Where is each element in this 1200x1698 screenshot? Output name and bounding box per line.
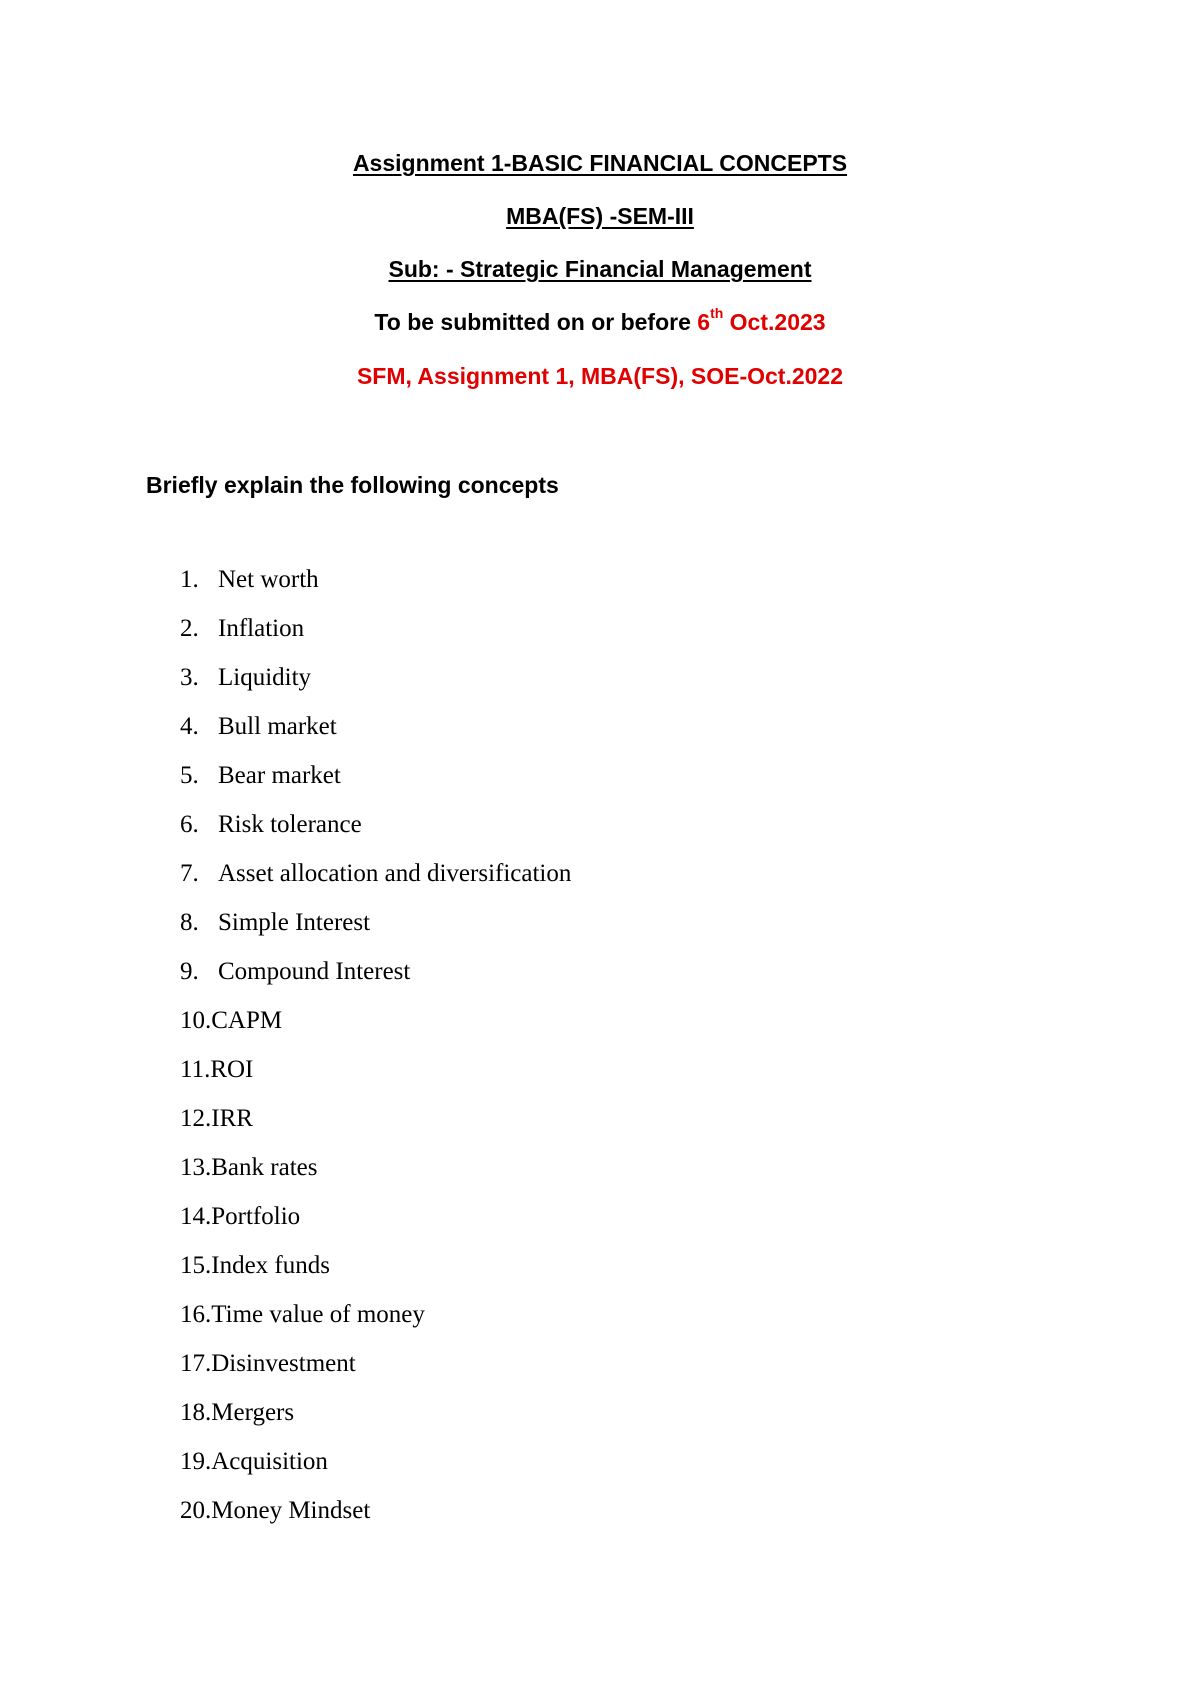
list-item (180, 859, 571, 908)
list-item-number: 20. (180, 1497, 212, 1524)
list-item (180, 712, 571, 761)
list-item-label: Mergers (211, 1399, 295, 1426)
list-item-number: 12. (180, 1105, 212, 1132)
list-item-label: Acquisition (211, 1448, 328, 1475)
list-item-label: Compound Interest (218, 958, 411, 985)
list-item (180, 1398, 571, 1447)
list-item-number: 11. (180, 1056, 211, 1083)
list-item-label: Bank rates (211, 1154, 318, 1181)
list-item-label: Risk tolerance (218, 811, 362, 838)
list-item (180, 1153, 571, 1202)
list-item-number: 7. (180, 860, 199, 887)
program-line: MBA(FS) -SEM-III (506, 203, 694, 229)
list-item-number: 16. (180, 1301, 212, 1328)
list-item-number: 2. (180, 615, 199, 642)
list-item-label: Bear market (218, 762, 341, 789)
list-item-label: Disinvestment (211, 1350, 356, 1377)
due-date-suffix: th (710, 305, 724, 322)
list-item (180, 1496, 571, 1545)
list-item-number: 9. (180, 958, 199, 985)
list-item (180, 663, 571, 712)
list-item (180, 1104, 571, 1153)
due-date-line (0, 307, 1200, 337)
list-item (180, 1447, 571, 1496)
list-item-number: 17. (180, 1350, 212, 1377)
list-item-label: Bull market (218, 713, 337, 740)
concept-list (180, 565, 571, 1545)
list-item-label: Asset allocation and diversification (218, 860, 572, 887)
list-item-number: 5. (180, 762, 199, 789)
list-item (180, 614, 571, 663)
list-item-label: Inflation (218, 615, 305, 642)
list-item-number: 10. (180, 1007, 212, 1034)
list-item-label: ROI (210, 1056, 254, 1083)
list-item (180, 1055, 571, 1104)
list-item-number: 14. (180, 1203, 212, 1230)
list-item-label: Time value of money (211, 1301, 425, 1328)
list-item-label: Money Mindset (211, 1497, 371, 1524)
list-item-number: 4. (180, 713, 199, 740)
list-item-number: 1. (180, 566, 199, 593)
list-item-number: 6. (180, 811, 199, 838)
list-item-label: Portfolio (211, 1203, 301, 1230)
list-item-label: CAPM (211, 1007, 283, 1034)
subject-line: Sub: - Strategic Financial Management (388, 256, 812, 282)
list-item-number: 3. (180, 664, 199, 691)
list-item-label: Simple Interest (218, 909, 371, 936)
list-item (180, 908, 571, 957)
due-date-prefix: To be submitted on or before (374, 309, 698, 335)
list-item-label: Net worth (218, 566, 319, 593)
due-date-day: 6 (697, 309, 711, 335)
list-item (180, 810, 571, 859)
list-item-number: 15. (180, 1252, 212, 1279)
list-item-label: Liquidity (218, 664, 312, 691)
list-item-number: 8. (180, 909, 199, 936)
list-item (180, 1300, 571, 1349)
instruction-text: Briefly explain the following concepts (146, 472, 559, 498)
list-item-label: IRR (211, 1105, 253, 1132)
list-item (180, 1349, 571, 1398)
list-item (180, 1251, 571, 1300)
assignment-title: Assignment 1-BASIC FINANCIAL CONCEPTS (352, 150, 848, 176)
list-item (180, 565, 571, 614)
reference-line: SFM, Assignment 1, MBA(FS), SOE-Oct.2022 (356, 363, 844, 389)
list-item-number: 18. (180, 1399, 212, 1426)
list-item (180, 1202, 571, 1251)
list-item (180, 957, 571, 1006)
list-item-label: Index funds (211, 1252, 330, 1279)
list-item (180, 1006, 571, 1055)
due-date-month-year: Oct.2023 (723, 309, 826, 335)
list-item-number: 19. (180, 1448, 212, 1475)
list-item-number: 13. (180, 1154, 212, 1181)
list-item (180, 761, 571, 810)
